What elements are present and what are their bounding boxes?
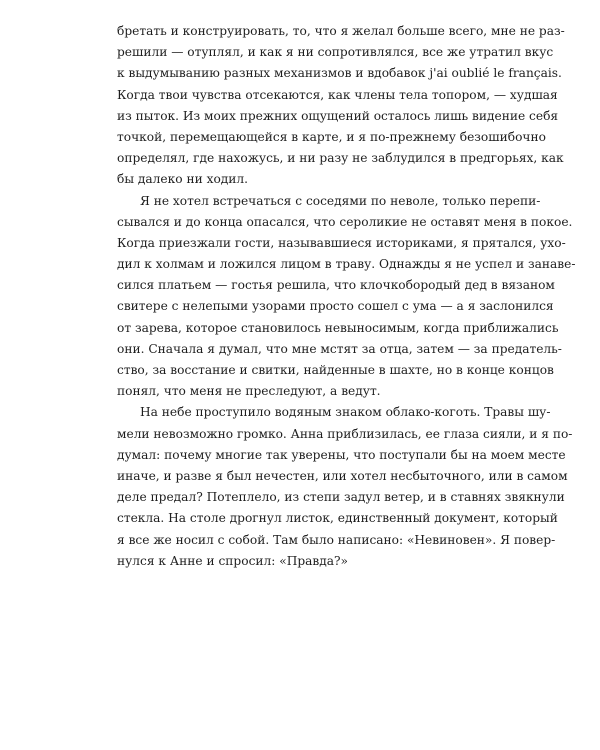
text-line: из пыток. Из моих прежних ощущений осталось лишь видение себя — [117, 108, 559, 123]
text-line: дил к холмам и ложился лицом в траву. Однажды я не успел и занаве- — [117, 257, 576, 272]
text-line: бы далеко ни ходил. — [117, 172, 249, 187]
text-line: я все же носил с собой. Там было написано: «Невиновен». Я повер- — [117, 532, 556, 547]
text-line: Когда твои чувства отсекаются, как члены тела топором, — худшая — [117, 87, 558, 102]
text-line: они. Сначала я думал, что мне мстят за отца, затем — за предатель- — [117, 341, 562, 356]
text-line: бретать и конструировать, то, что я желал больше всего, мне не раз- — [117, 24, 565, 38]
text-line: думал: почему многие так уверены, что поступали бы на моем месте — [117, 447, 566, 462]
paragraph — [117, 402, 573, 572]
text-line: Я не хотел встречаться с соседями по неволе, только перепи- — [140, 193, 541, 208]
text-line: нулся к Анне и спросил: «Правда?» — [117, 553, 349, 568]
text-line: стекла. На столе дрогнул листок, единственный документ, который — [117, 511, 558, 526]
text-line: решили — отуплял, и как я ни сопротивлялся, все же утратил вкус — [117, 45, 554, 60]
text-line: свитере с нелепыми узорами просто сошел с ума — а я заслонился — [117, 299, 554, 314]
paragraph — [117, 191, 576, 403]
text-line: мели невозможно громко. Анна приблизилась, ее глаза сияли, и я по- — [117, 426, 573, 441]
text-line: На небе проступило водяным знаком облако-коготь. Травы шу- — [140, 405, 551, 420]
text-line: определял, где нахожусь, и ни разу не заблудился в предгорьях, как — [117, 151, 564, 166]
book-page — [117, 21, 576, 572]
text-line: сывался и до конца опасался, что сероликие не оставят меня в покое. — [117, 214, 573, 229]
text-line: иначе, и разве я был нечестен, или хотел несбыточного, или в самом — [117, 468, 568, 483]
text-line: ство, за восстание и свитки, найденные в шахте, но в конце концов — [117, 363, 554, 377]
text-line: от зарева, которое становилось невыносимым, когда приближались — [117, 320, 559, 335]
text-line: понял, что меня не преследуют, а ведут. — [117, 384, 381, 399]
paragraph — [117, 21, 565, 191]
text-line: точкой, перемещающейся в карте, и я по-прежнему безошибочно — [117, 129, 546, 144]
text-line: Когда приезжали гости, называвшиеся историками, я прятался, ухо- — [117, 235, 566, 250]
text-line: деле предал? Потеплело, из степи задул ветер, и в ставнях звякнули — [117, 490, 565, 505]
text-line: сился платьем — гостья решила, что клочкобородый дед в вязаном — [117, 278, 555, 293]
text-line: к выдумыванию разных механизмов и вдобавок j'ai oublié le français. — [117, 66, 562, 81]
